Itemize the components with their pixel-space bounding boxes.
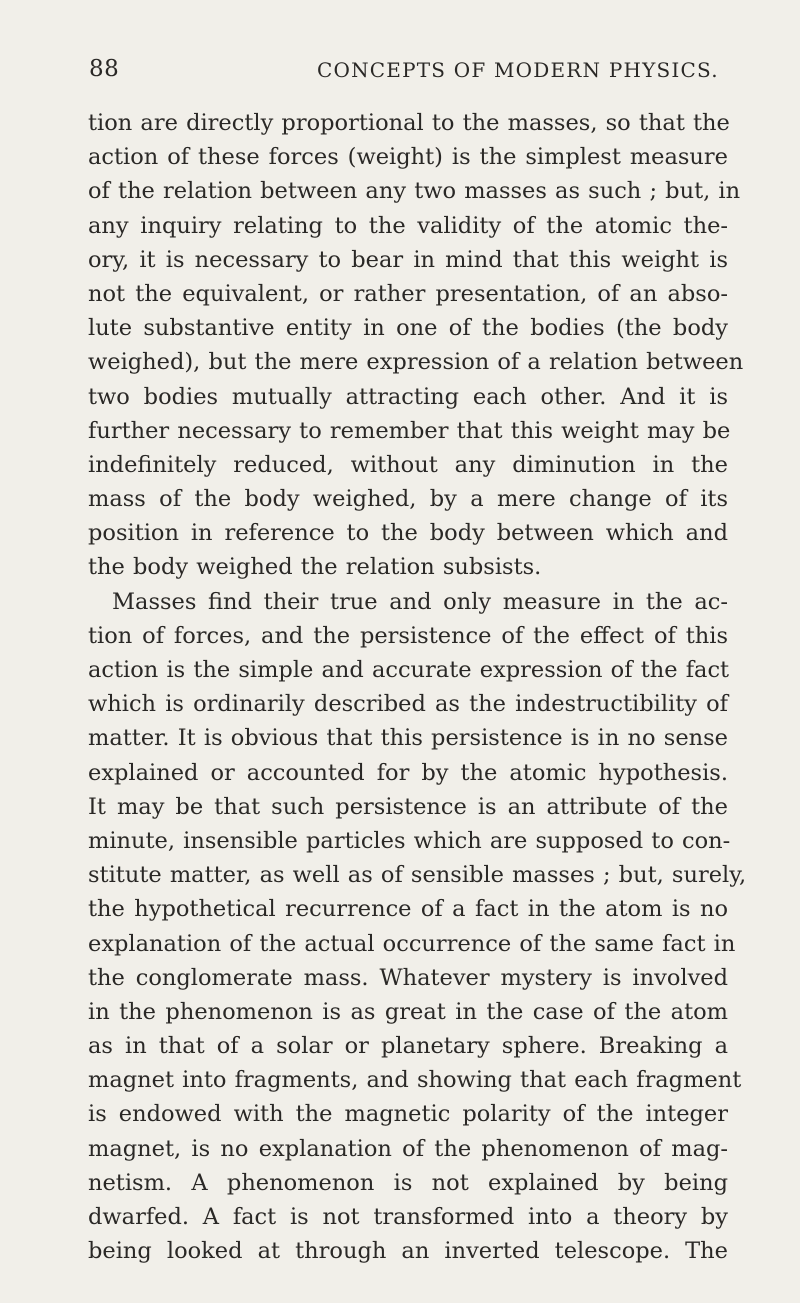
- text-line: tion of forces, and the persistence of the effect of this: [88, 622, 728, 649]
- body-text: [88, 106, 747, 1268]
- text-line: indefinitely reduced, without any diminution in the: [88, 451, 728, 478]
- text-line: which is ordinarily described as the indestructibility of: [88, 691, 728, 718]
- text-line: lute substantive entity in one of the bodies (the body: [88, 315, 728, 342]
- running-title: CONCEPTS OF MODERN PHYSICS.: [317, 58, 719, 82]
- text-line: as in that of a solar or planetary sphere. Breaking a: [88, 1033, 728, 1060]
- text-line: is endowed with the magnetic polarity of the integer: [88, 1101, 728, 1128]
- text-line: two bodies mutually attracting each other. And it is: [88, 383, 728, 410]
- text-line: weighed), but the mere expression of a relation between: [88, 349, 744, 376]
- text-line: of the relation between any two masses as such ; but, in: [88, 178, 741, 205]
- text-line: mass of the body weighed, by a mere change of its: [88, 486, 728, 513]
- page-number: 88: [89, 56, 120, 82]
- text-line: the hypothetical recurrence of a fact in the atom is no: [88, 896, 728, 923]
- text-line: the conglomerate mass. Whatever mystery is involved: [88, 964, 728, 991]
- page-header: [89, 56, 729, 86]
- text-line: matter. It is obvious that this persistence is in no sense: [88, 725, 728, 752]
- text-line: tion are directly proportional to the masses, so that the: [88, 110, 730, 136]
- text-line: ory, it is necessary to bear in mind that this weight is: [88, 246, 728, 273]
- text-line: action is the simple and accurate expression of the fact: [88, 657, 730, 683]
- text-line: stitute matter, as well as of sensible masses ; but, surely,: [88, 862, 747, 889]
- paragraph-end-line: the body weighed the relation subsists.: [88, 554, 542, 581]
- text-line: explanation of the actual occurrence of the same fact in: [88, 930, 736, 957]
- text-line: in the phenomenon is as great in the case of the atom: [88, 998, 728, 1025]
- text-line: any inquiry relating to the validity of the atomic the-: [88, 212, 728, 239]
- text-line: magnet into fragments, and showing that each fragment: [88, 1067, 742, 1094]
- text-line: explained or accounted for by the atomic hypothesis.: [88, 759, 728, 786]
- text-line: being looked at through an inverted telescope. The: [88, 1238, 728, 1265]
- text-line: dwarfed. A fact is not transformed into a theory by: [88, 1204, 728, 1230]
- text-line: magnet, is no explanation of the phenomenon of mag-: [88, 1135, 728, 1162]
- text-line: further necessary to remember that this weight may be: [88, 417, 731, 444]
- text-line: position in reference to the body between which and: [88, 520, 728, 547]
- text-line: action of these forces (weight) is the simplest measure: [88, 144, 728, 171]
- text-line: not the equivalent, or rather presentation, of an abso-: [88, 280, 728, 307]
- text-line: minute, insensible particles which are supposed to con-: [88, 827, 731, 854]
- text-line: netism. A phenomenon is not explained by being: [88, 1169, 728, 1196]
- text-line: It may be that such persistence is an attribute of the: [88, 793, 728, 820]
- paragraph-start-line: Masses find their true and only measure in the ac-: [112, 588, 728, 615]
